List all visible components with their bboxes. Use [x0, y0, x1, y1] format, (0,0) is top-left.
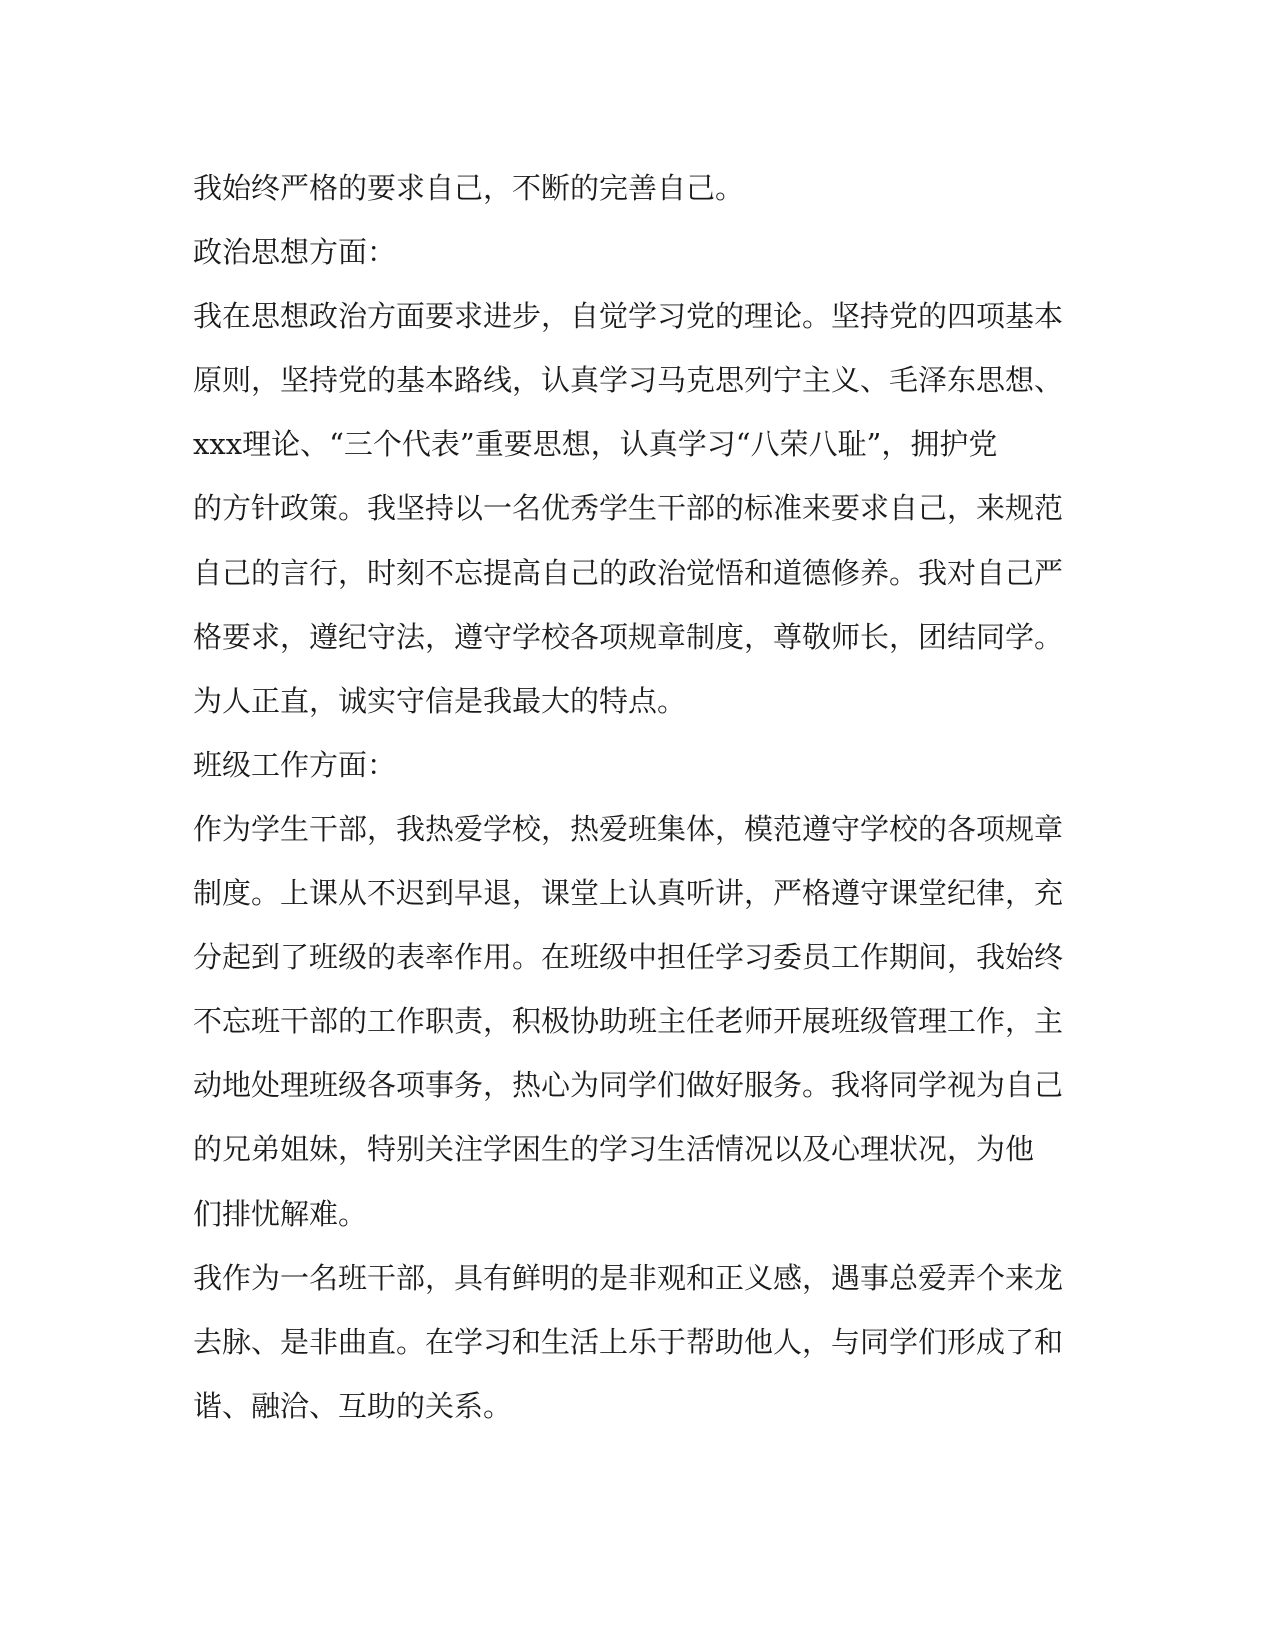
text-line: 我作为一名班干部，具有鲜明的是非观和正义感，遇事总爱弄个来龙: [193, 1260, 1064, 1295]
text-line: xxx理论、“三个代表”重要思想，认真学习“八荣八耻”，拥护党: [193, 427, 998, 462]
section-heading-class-work: 班级工作方面：: [193, 747, 397, 782]
text-line: 我在思想政治方面要求进步，自觉学习党的理论。坚持党的四项基本: [193, 299, 1064, 334]
text-line: 的方针政策。我坚持以一名优秀学生干部的标准来要求自己，来规范: [193, 491, 1064, 526]
text-line: 去脉、是非曲直。在学习和生活上乐于帮助他人，与同学们形成了和: [193, 1324, 1064, 1359]
text-line: 谐、融洽、互助的关系。: [193, 1388, 513, 1423]
text-line: 自己的言行，时刻不忘提高自己的政治觉悟和道德修养。我对自己严: [193, 555, 1064, 590]
text-line: 制度。上课从不迟到早退，课堂上认真听讲，严格遵守课堂纪律，充: [193, 876, 1064, 911]
text-line: 动地处理班级各项事务，热心为同学们做好服务。我将同学视为自己: [193, 1068, 1064, 1103]
text-line: 不忘班干部的工作职责，积极协助班主任老师开展班级管理工作，主: [193, 1004, 1064, 1039]
document-body: [193, 156, 1073, 1438]
text-line: 为人正直，诚实守信是我最大的特点。: [193, 683, 687, 718]
text-line: 分起到了班级的表率作用。在班级中担任学习委员工作期间，我始终: [193, 940, 1064, 975]
text-line: 作为学生干部，我热爱学校，热爱班集体，模范遵守学校的各项规章: [193, 811, 1064, 846]
text-line: 原则，坚持党的基本路线，认真学习马克思列宁主义、毛泽东思想、: [193, 363, 1064, 398]
text-line: 的兄弟姐妹，特别关注学困生的学习生活情况以及心理状况，为他: [193, 1132, 1035, 1167]
text-line: 们排忧解难。: [193, 1196, 368, 1231]
text-line: 格要求，遵纪守法，遵守学校各项规章制度，尊敬师长，团结同学。: [193, 619, 1064, 654]
section-heading-politics: 政治思想方面：: [193, 235, 397, 270]
text-line: 我始终严格的要求自己，不断的完善自己。: [193, 171, 745, 205]
